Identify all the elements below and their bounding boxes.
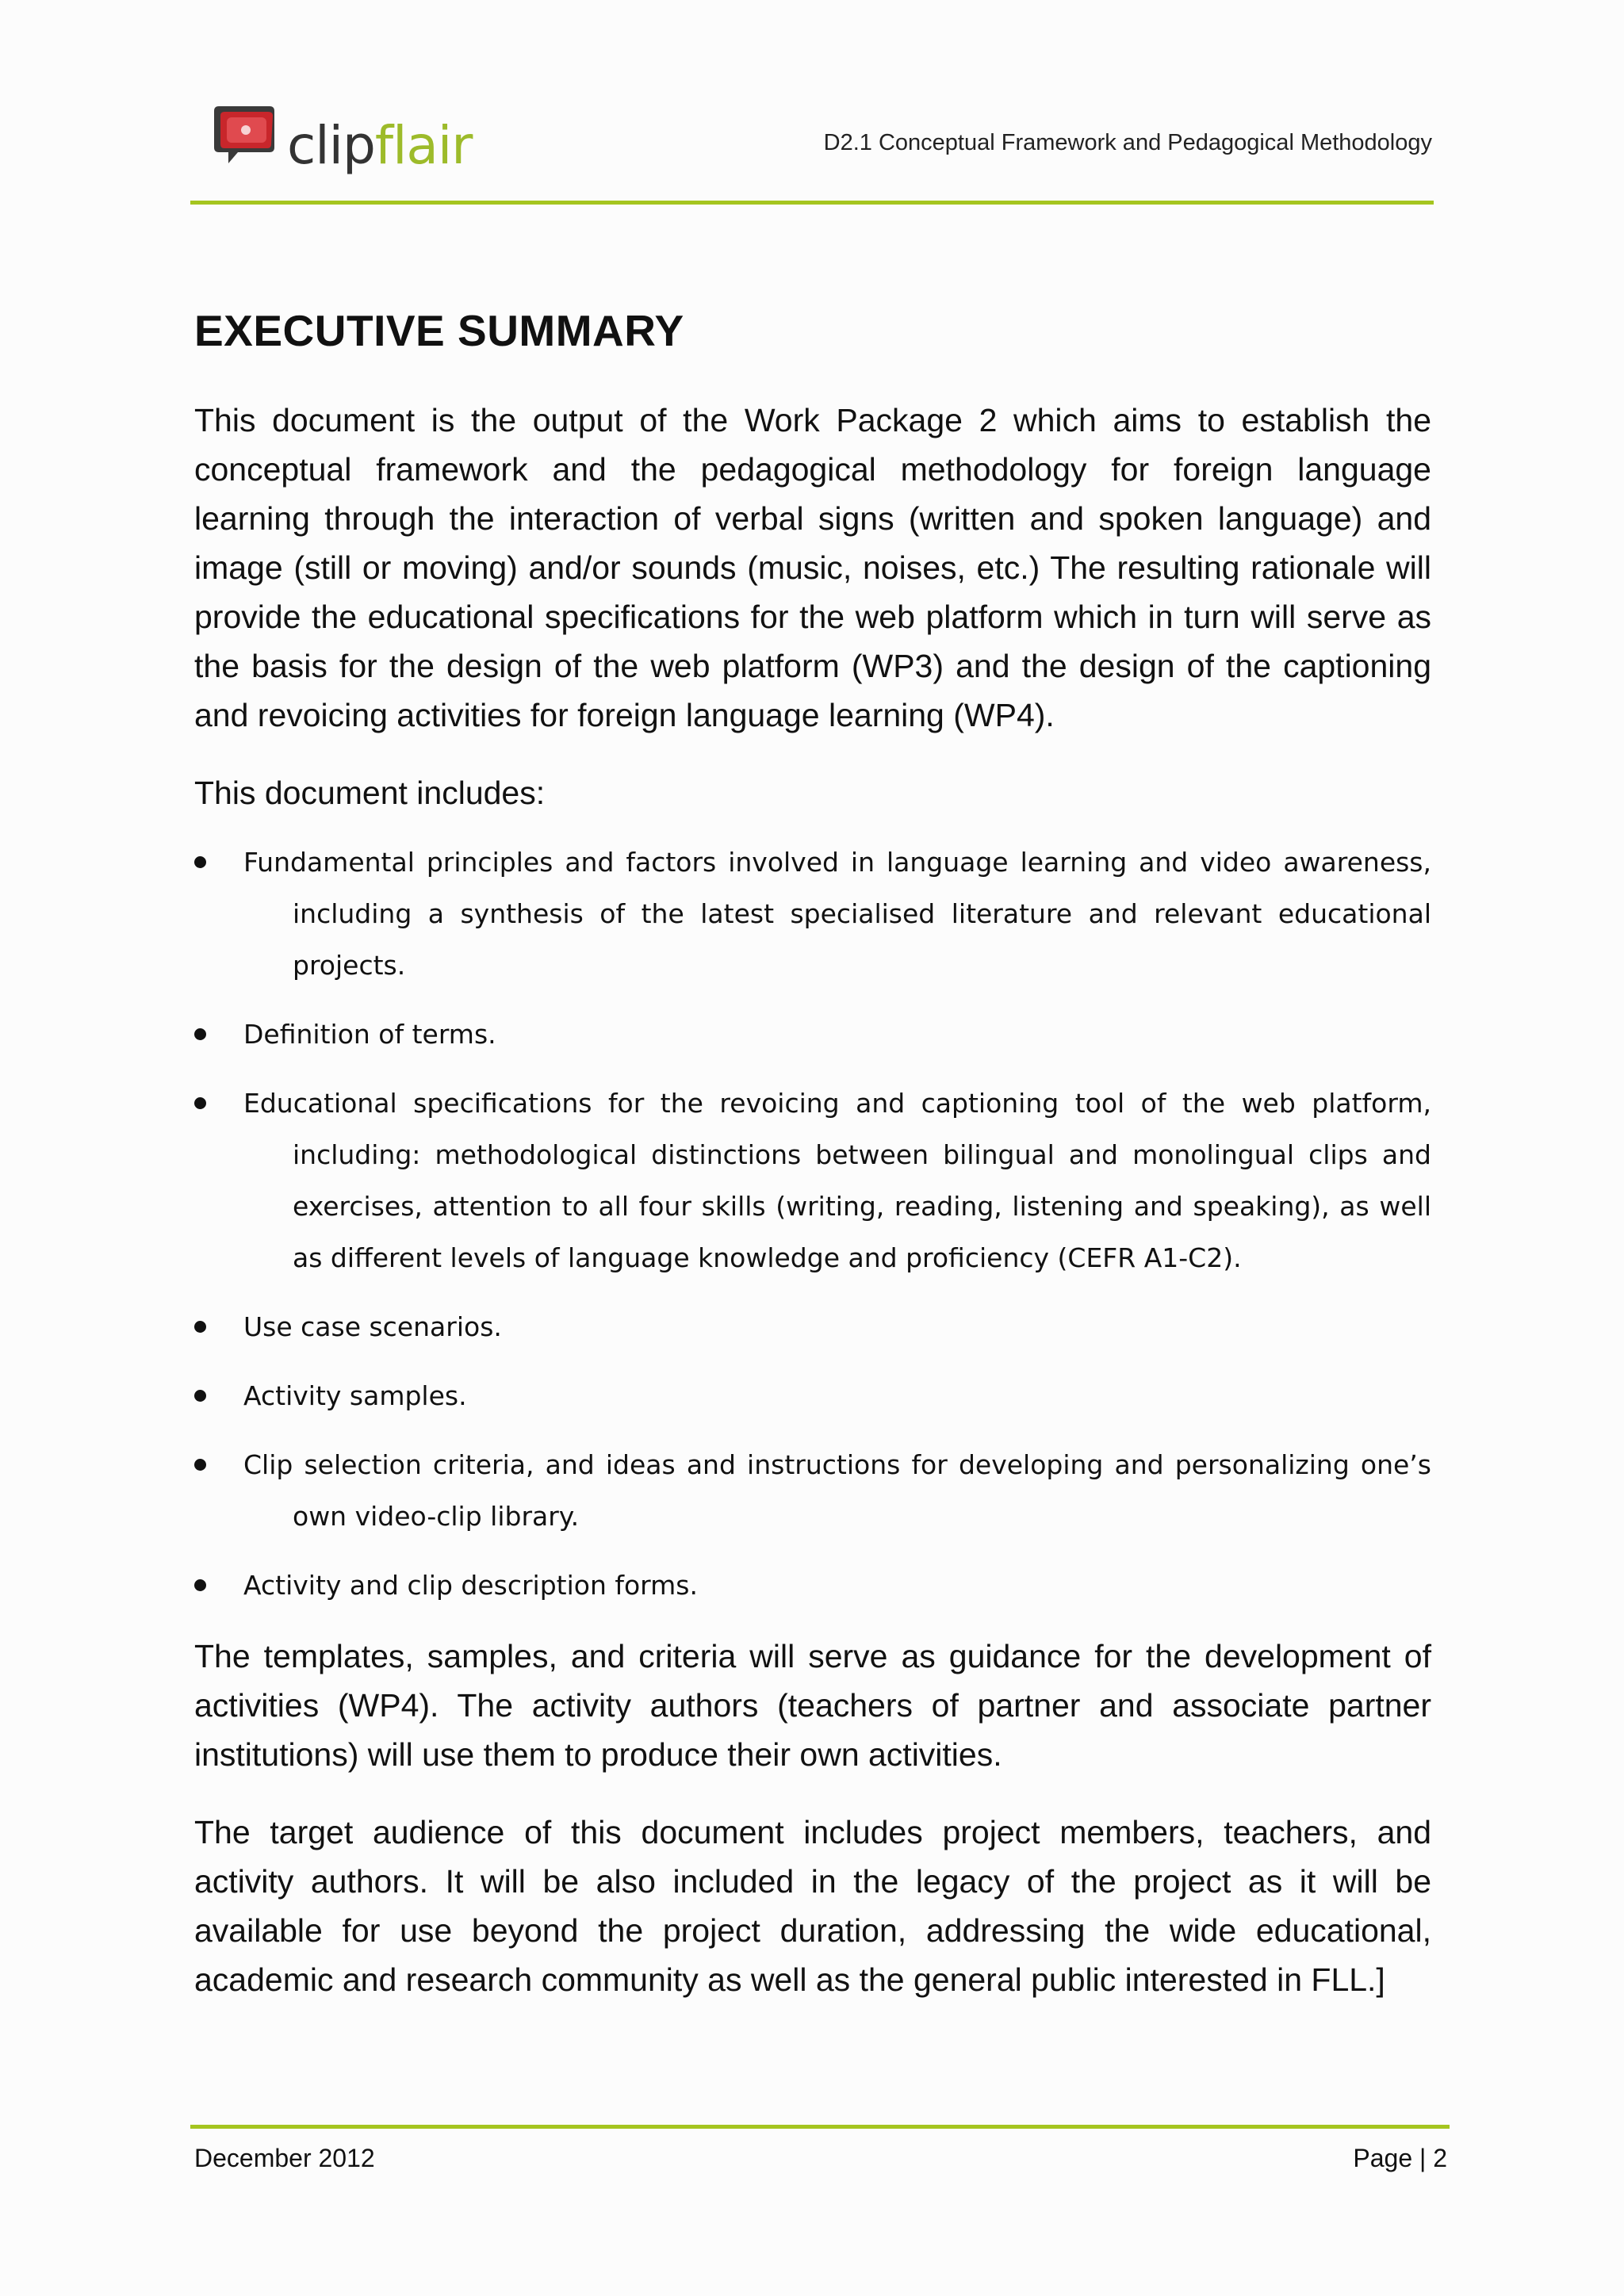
list-item: Definition of terms. [194,1008,1431,1060]
speech-bubble-play-icon [206,101,285,181]
list-item: Educational specifications for the revoicing and captioning tool of the web platform, including: methodological distinctions between bilingual and monolingual clips and exercises, attention to all four skills (writing, reading, listening and speaking), as well as different levels of language knowledge and proficiency (CEFR A1-C2). [194,1077,1431,1284]
list-item: Activity and clip description forms. [194,1559,1431,1611]
logo-wordmark [287,114,472,178]
bullet-icon [194,1097,206,1109]
logo-text-clip: clip [287,115,375,176]
bullet-icon [194,856,206,868]
page-header [190,95,1434,206]
document-title: D2.1 Conceptual Framework and Pedagogical Methodology [823,130,1432,155]
page-number: Page | 2 [1353,2144,1447,2172]
footer-date: December 2012 [194,2144,375,2172]
paragraph-overview: This document is the output of the Work Package 2 which aims to establish the conceptual framework and the pedagogical methodology for foreign language learning through the interaction of verbal signs (written and spoken language) and image (still or moving) and/or sounds (music, noises, etc.) The resulting rationale will provide the educational specifications for the web platform which in turn will serve as the basis for the design of the web platform (WP3) and the design of the captioning and revoicing activities for foreign language learning (WP4). [194,402,1431,733]
list-item: Clip selection criteria, and ideas and instructions for developing and personalizing one’s own video-clip library. [194,1439,1431,1542]
bullet-icon [194,1321,206,1333]
list-item: Use case scenarios. [194,1301,1431,1353]
paragraph-audience: The target audience of this document includes project members, teachers, and activity authors. It will be also included in the legacy of the project as it will be available for use beyond the project duration, addressing the wide educational, academic and research community as well as the general public interested in FLL.] [194,1814,1431,1998]
list-intro: This document includes: [194,775,546,811]
footer-divider [190,2125,1450,2129]
bullet-icon [194,1028,206,1040]
paragraph-guidance: The templates, samples, and criteria will serve as guidance for the development of activities (WP4). The activity authors (teachers of partner and associate partner institutions) will use them to produce their own activities. [194,1638,1431,1773]
list-item: Fundamental principles and factors involved in language learning and video awareness, including a synthesis of the latest specialised literature and relevant educational projects. [194,836,1431,991]
bullet-icon [194,1579,206,1591]
includes-list [194,836,1431,1611]
page-content [194,305,1431,2033]
clipflair-logo [206,101,473,189]
list-item: Activity samples. [194,1370,1431,1422]
section-heading: EXECUTIVE SUMMARY [194,306,684,355]
header-divider [190,201,1434,205]
logo-text-flair: flair [374,115,473,176]
bullet-icon [194,1459,206,1471]
bullet-icon [194,1390,206,1402]
